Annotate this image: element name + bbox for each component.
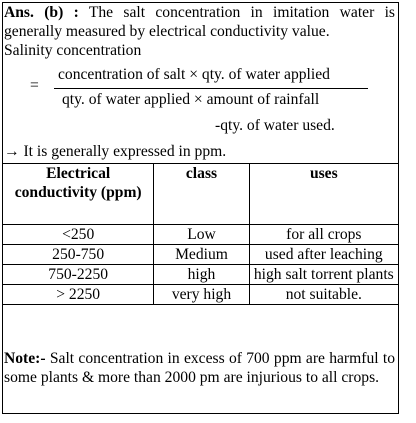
fraction-numerator: concentration of salt × qty. of water applied [58, 66, 330, 83]
cell-conductivity: 250-750 [3, 245, 154, 265]
table-row [3, 265, 399, 285]
formula-title: Salinity concentration [4, 42, 142, 59]
cell-uses: for all crops [249, 225, 398, 245]
cell-conductivity: 750-2250 [3, 265, 154, 285]
cell-uses: used after leaching [249, 245, 398, 265]
answer-text: The salt concentration in imitation water is generally measured by electrical conductivity value. [4, 4, 395, 40]
note-paragraph [4, 349, 395, 387]
table-header-row [3, 164, 399, 225]
table-row [3, 245, 399, 265]
header-uses: uses [249, 164, 398, 225]
equals-sign: = [30, 77, 39, 94]
cell-class: very high [154, 285, 249, 305]
cell-uses: not suitable. [249, 285, 398, 305]
cell-conductivity: > 2250 [3, 285, 154, 305]
fraction-denominator: qty. of water applied × amount of rainfall [62, 91, 320, 108]
header-class: class [154, 164, 249, 225]
cell-class: Medium [154, 245, 249, 265]
cell-conductivity: <250 [3, 225, 154, 245]
table-row [3, 285, 399, 305]
fraction-bar [54, 88, 368, 89]
cell-class: Low [154, 225, 249, 245]
header-conductivity: Electrical conductivity (ppm) [3, 164, 154, 225]
table-row [3, 225, 399, 245]
salinity-table [2, 163, 399, 305]
answer-label: Ans. (b) : [4, 4, 79, 21]
cell-class: high [154, 265, 249, 285]
note-label: Note:- [4, 350, 46, 367]
arrow-note: → It is generally expressed in ppm. [4, 143, 227, 160]
minus-term: -qty. of water used. [215, 117, 335, 134]
answer-paragraph [4, 3, 395, 60]
cell-uses: high salt torrent plants [249, 265, 398, 285]
note-text: Salt concentration in excess of 700 ppm are harmful to some plants & more than 2000 pm are injurious to all crops. [4, 350, 395, 386]
